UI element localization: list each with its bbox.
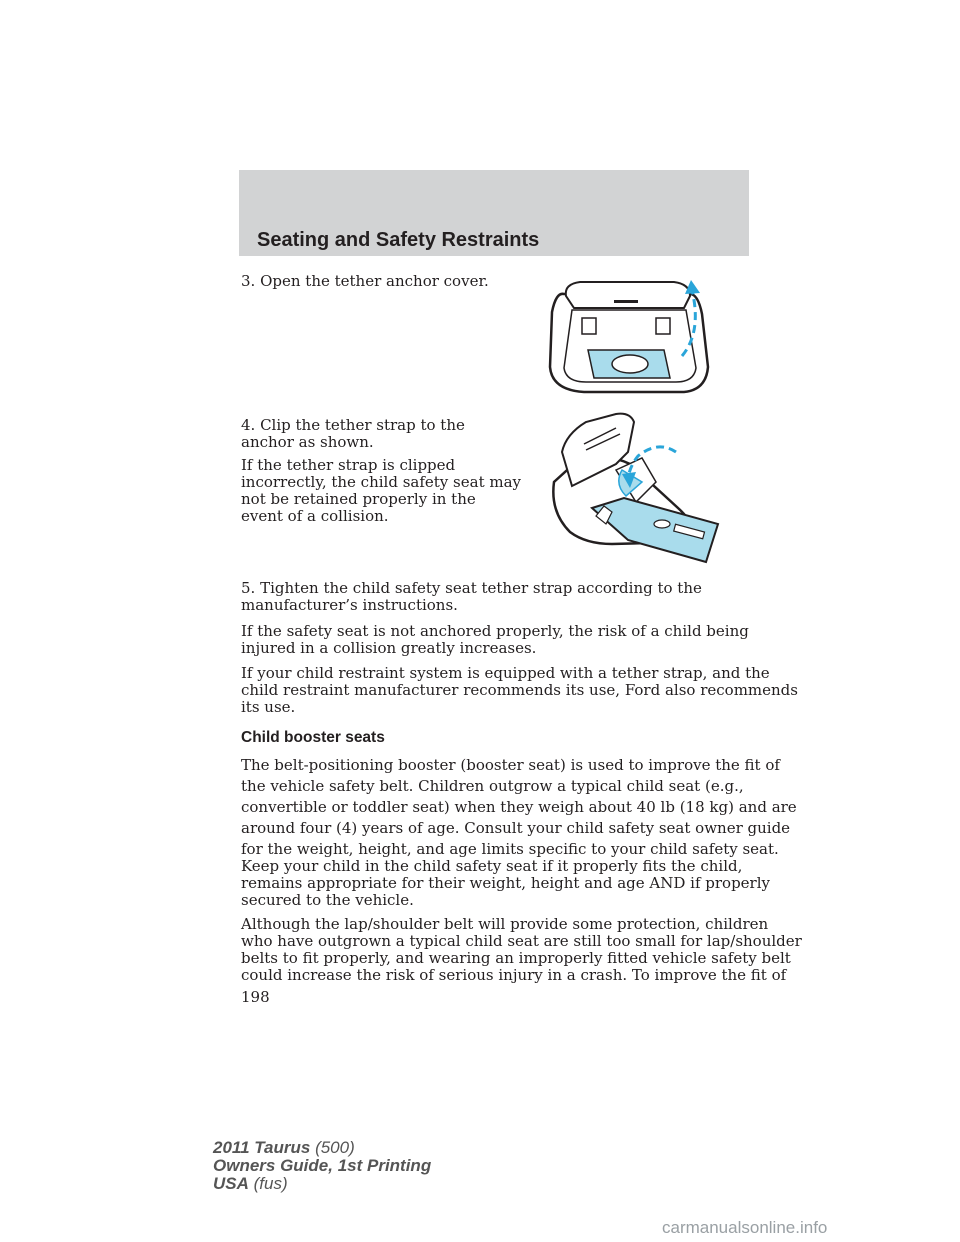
- tether-strap-clip-figure: [546, 412, 722, 574]
- booster-p2-line-3: belts to fit properly, and wearing an improperly fitted vehicle safety belt: [241, 949, 791, 967]
- watermark-link[interactable]: carmanualsonline.info: [662, 1218, 828, 1237]
- warning-line-1: If the tether strap is clipped: [241, 456, 456, 474]
- footer-line-1: [213, 1139, 431, 1157]
- footer-market-code: (fus): [253, 1174, 288, 1193]
- page-number: 198: [241, 988, 270, 1006]
- section-title: Seating and Safety Restraints: [257, 229, 540, 251]
- warning-line-2: incorrectly, the child safety seat may: [241, 473, 522, 491]
- footer-line-3: [213, 1175, 431, 1193]
- warning-line-4: event of a collision.: [241, 507, 389, 525]
- booster-p2-line-2: who have outgrown a typical child seat are still too small for lap/shoulder: [241, 932, 802, 950]
- booster-p1-line-1: The belt-positioning booster (booster seat) is used to improve the fit of: [241, 756, 780, 774]
- print-footer: [213, 1139, 431, 1193]
- paragraph-1-line-2: injured in a collision greatly increases.: [241, 639, 537, 657]
- booster-p1-line-7: remains appropriate for their weight, height and age AND if properly: [241, 874, 770, 892]
- booster-p1-line-3: convertible or toddler seat) when they weigh about 40 lb (18 kg) and are: [241, 798, 797, 816]
- paragraph-2-line-2: child restraint manufacturer recommends its use, Ford also recommends: [241, 681, 798, 699]
- step-4-line-1: 4. Clip the tether strap to the: [241, 416, 465, 434]
- booster-heading: Child booster seats: [241, 729, 385, 746]
- step-3-text: 3. Open the tether anchor cover.: [241, 272, 489, 290]
- lid-slot: [614, 300, 638, 303]
- footer-model: 2011 Taurus: [213, 1138, 311, 1157]
- paragraph-2-line-1: If your child restraint system is equipped with a tether strap, and the: [241, 664, 770, 682]
- booster-p2-line-1: Although the lap/shoulder belt will provide some protection, children: [241, 915, 769, 933]
- step-4-line-2: anchor as shown.: [241, 433, 374, 451]
- booster-p1-line-5: for the weight, height, and age limits specific to your child safety seat.: [241, 840, 779, 858]
- footer-line-2: [213, 1157, 431, 1175]
- warning-line-3: not be retained properly in the: [241, 490, 476, 508]
- booster-p1-line-2: the vehicle safety belt. Children outgrow a typical child seat (e.g.,: [241, 777, 744, 795]
- anchor-hole: [612, 355, 648, 373]
- tether-anchor-cover-open-figure: [544, 272, 718, 400]
- step-5-line-2: manufacturer’s instructions.: [241, 596, 458, 614]
- booster-p1-line-4: around four (4) years of age. Consult your child safety seat owner guide: [241, 819, 791, 837]
- footer-model-code: (500): [315, 1138, 355, 1157]
- footer-printing: Owners Guide, 1st Printing: [213, 1156, 432, 1175]
- paragraph-2-line-3: its use.: [241, 698, 296, 716]
- booster-p1-line-6: Keep your child in the child safety seat if it properly fits the child,: [241, 857, 743, 875]
- booster-p1-line-8: secured to the vehicle.: [241, 891, 414, 909]
- paragraph-1-line-1: If the safety seat is not anchored properly, the risk of a child being: [241, 622, 749, 640]
- booster-p2-line-4: could increase the risk of serious injury in a crash. To improve the fit of: [241, 966, 787, 984]
- section-header-band: [239, 170, 749, 256]
- step-5-line-1: 5. Tighten the child safety seat tether strap according to the: [241, 579, 702, 597]
- anchor-cover-lid: [566, 282, 690, 308]
- footer-market: USA: [213, 1174, 249, 1193]
